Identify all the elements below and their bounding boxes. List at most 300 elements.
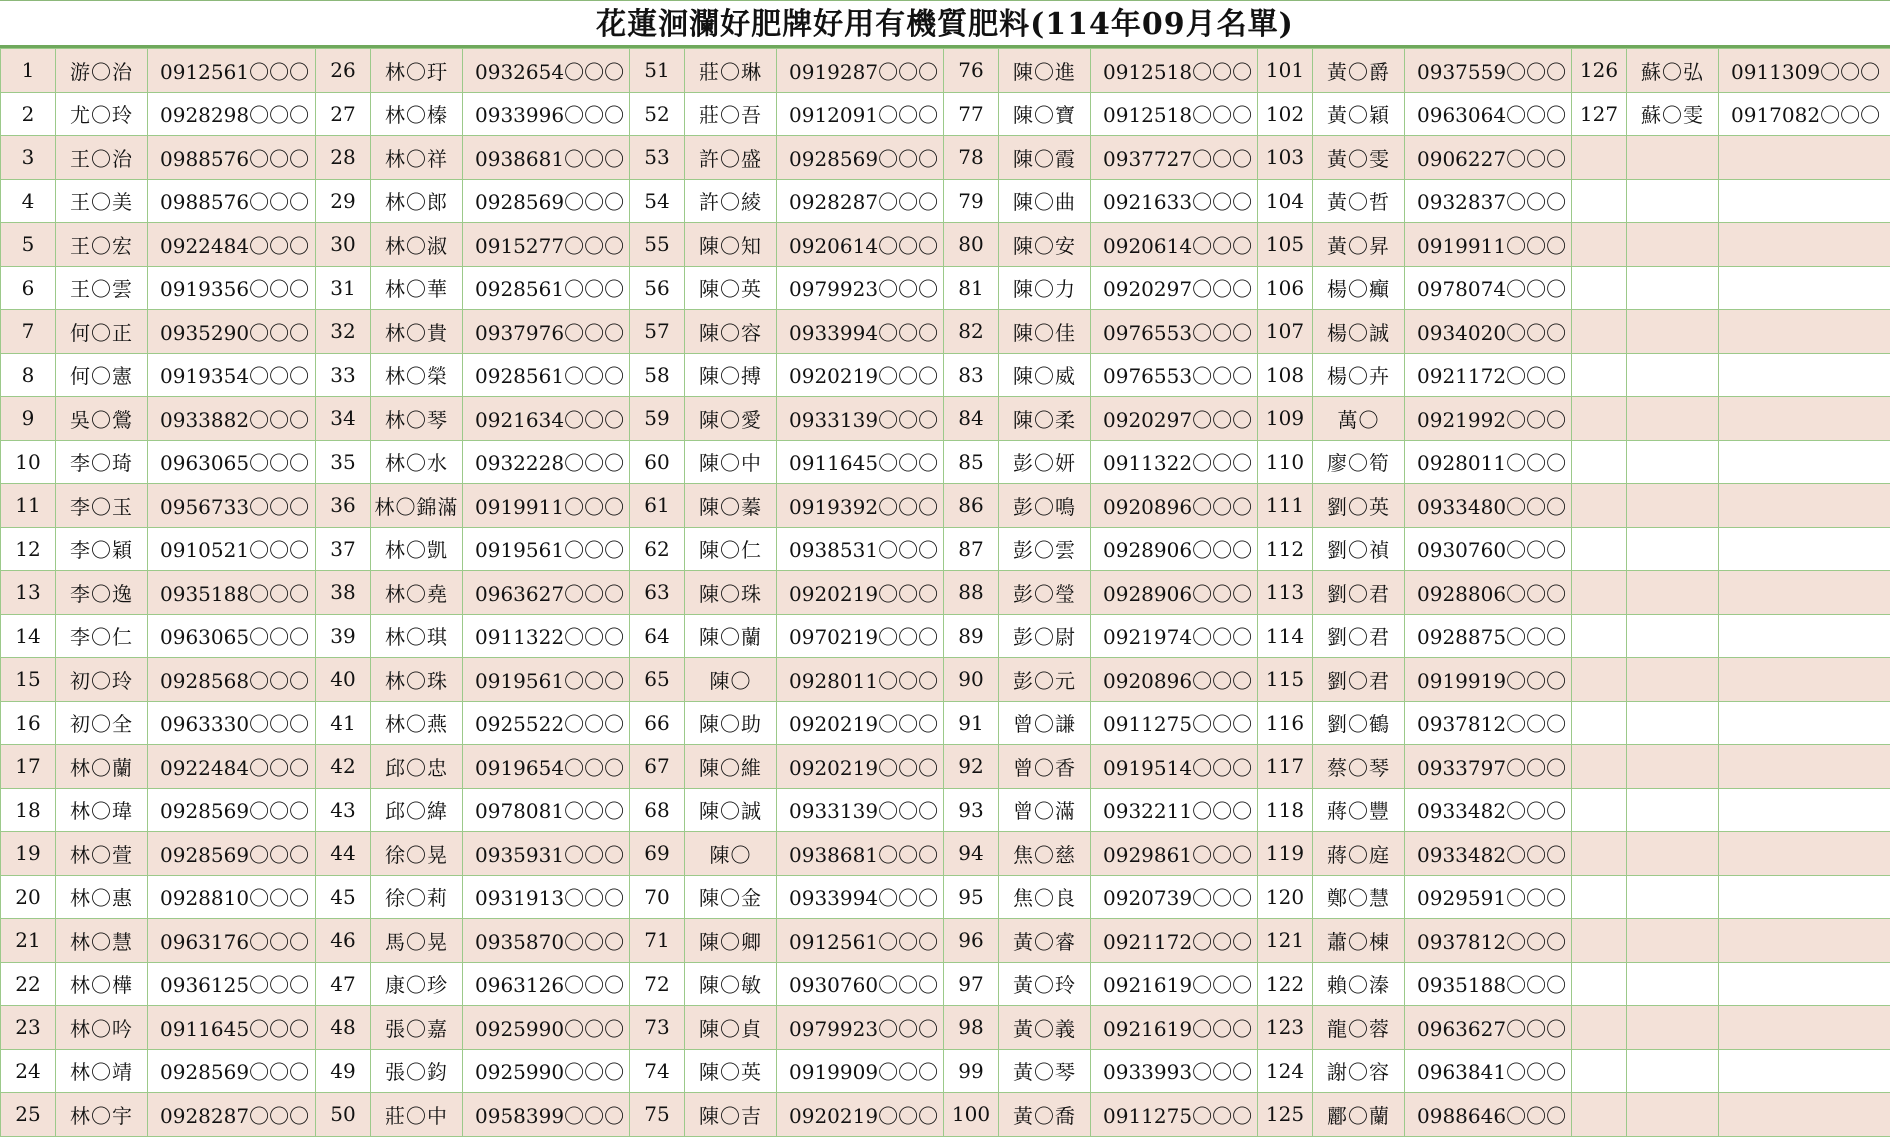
row-number-cell[interactable]: 74 <box>630 1049 685 1093</box>
row-number-cell[interactable]: 26 <box>316 49 371 93</box>
member-phone-cell[interactable] <box>1719 962 1890 1006</box>
member-phone-cell[interactable]: 0920614〇〇〇 <box>1091 223 1258 267</box>
row-number-cell[interactable]: 69 <box>630 832 685 876</box>
member-phone-cell[interactable]: 0935290〇〇〇 <box>148 310 316 354</box>
row-number-cell[interactable]: 64 <box>630 614 685 658</box>
row-number-cell[interactable] <box>1572 136 1627 180</box>
row-number-cell[interactable]: 97 <box>944 962 999 1006</box>
member-name-cell[interactable]: 陳〇柔 <box>999 397 1091 441</box>
member-phone-cell[interactable]: 0963841〇〇〇 <box>1405 1049 1572 1093</box>
member-phone-cell[interactable]: 0919392〇〇〇 <box>777 484 944 528</box>
member-phone-cell[interactable] <box>1719 614 1890 658</box>
member-phone-cell[interactable]: 0911322〇〇〇 <box>463 614 630 658</box>
member-name-cell[interactable]: 陳〇力 <box>999 266 1091 310</box>
member-name-cell[interactable] <box>1627 1049 1719 1093</box>
member-phone-cell[interactable]: 0933797〇〇〇 <box>1405 745 1572 789</box>
member-phone-cell[interactable]: 0921172〇〇〇 <box>1091 919 1258 963</box>
member-phone-cell[interactable]: 0920614〇〇〇 <box>777 223 944 267</box>
member-name-cell[interactable]: 陳〇貞 <box>685 1006 777 1050</box>
member-phone-cell[interactable]: 0933994〇〇〇 <box>777 310 944 354</box>
row-number-cell[interactable]: 108 <box>1258 353 1313 397</box>
member-name-cell[interactable]: 陳〇佳 <box>999 310 1091 354</box>
row-number-cell[interactable] <box>1572 962 1627 1006</box>
row-number-cell[interactable]: 21 <box>1 919 56 963</box>
member-name-cell[interactable]: 陳〇助 <box>685 701 777 745</box>
row-number-cell[interactable]: 87 <box>944 527 999 571</box>
member-phone-cell[interactable]: 0979923〇〇〇 <box>777 1006 944 1050</box>
member-name-cell[interactable]: 陳〇英 <box>685 266 777 310</box>
row-number-cell[interactable]: 23 <box>1 1006 56 1050</box>
member-phone-cell[interactable]: 0921634〇〇〇 <box>463 397 630 441</box>
member-phone-cell[interactable]: 0937812〇〇〇 <box>1405 701 1572 745</box>
member-phone-cell[interactable]: 0910521〇〇〇 <box>148 527 316 571</box>
member-name-cell[interactable]: 黃〇琴 <box>999 1049 1091 1093</box>
member-phone-cell[interactable]: 0920896〇〇〇 <box>1091 658 1258 702</box>
row-number-cell[interactable]: 90 <box>944 658 999 702</box>
member-phone-cell[interactable]: 0928569〇〇〇 <box>777 136 944 180</box>
row-number-cell[interactable]: 13 <box>1 571 56 615</box>
row-number-cell[interactable] <box>1572 353 1627 397</box>
row-number-cell[interactable]: 37 <box>316 527 371 571</box>
member-name-cell[interactable]: 陳〇曲 <box>999 179 1091 223</box>
row-number-cell[interactable]: 60 <box>630 440 685 484</box>
member-phone-cell[interactable]: 0915277〇〇〇 <box>463 223 630 267</box>
row-number-cell[interactable]: 76 <box>944 49 999 93</box>
row-number-cell[interactable]: 84 <box>944 397 999 441</box>
member-phone-cell[interactable]: 0928011〇〇〇 <box>1405 440 1572 484</box>
member-phone-cell[interactable]: 0919356〇〇〇 <box>148 266 316 310</box>
member-name-cell[interactable]: 陳〇知 <box>685 223 777 267</box>
member-name-cell[interactable] <box>1627 832 1719 876</box>
row-number-cell[interactable]: 100 <box>944 1093 999 1137</box>
member-name-cell[interactable]: 李〇穎 <box>56 527 148 571</box>
row-number-cell[interactable] <box>1572 701 1627 745</box>
row-number-cell[interactable]: 121 <box>1258 919 1313 963</box>
member-phone-cell[interactable]: 0963065〇〇〇 <box>148 440 316 484</box>
row-number-cell[interactable] <box>1572 527 1627 571</box>
member-phone-cell[interactable]: 0988576〇〇〇 <box>148 136 316 180</box>
row-number-cell[interactable]: 35 <box>316 440 371 484</box>
member-phone-cell[interactable]: 0929591〇〇〇 <box>1405 875 1572 919</box>
member-phone-cell[interactable]: 0937812〇〇〇 <box>1405 919 1572 963</box>
row-number-cell[interactable]: 126 <box>1572 49 1627 93</box>
member-phone-cell[interactable]: 0978081〇〇〇 <box>463 788 630 832</box>
member-name-cell[interactable] <box>1627 658 1719 702</box>
member-phone-cell[interactable]: 0921172〇〇〇 <box>1405 353 1572 397</box>
member-name-cell[interactable] <box>1627 1093 1719 1137</box>
member-phone-cell[interactable]: 0938681〇〇〇 <box>777 832 944 876</box>
member-name-cell[interactable]: 彭〇鳴 <box>999 484 1091 528</box>
member-phone-cell[interactable]: 0933139〇〇〇 <box>777 788 944 832</box>
member-phone-cell[interactable]: 0920896〇〇〇 <box>1091 484 1258 528</box>
member-name-cell[interactable]: 李〇仁 <box>56 614 148 658</box>
member-name-cell[interactable] <box>1627 1006 1719 1050</box>
row-number-cell[interactable]: 125 <box>1258 1093 1313 1137</box>
member-name-cell[interactable]: 蔣〇庭 <box>1313 832 1405 876</box>
member-phone-cell[interactable] <box>1719 484 1890 528</box>
row-number-cell[interactable] <box>1572 614 1627 658</box>
row-number-cell[interactable]: 17 <box>1 745 56 789</box>
member-name-cell[interactable]: 陳〇 <box>685 658 777 702</box>
member-phone-cell[interactable]: 0919911〇〇〇 <box>463 484 630 528</box>
member-phone-cell[interactable]: 0970219〇〇〇 <box>777 614 944 658</box>
row-number-cell[interactable]: 22 <box>1 962 56 1006</box>
member-phone-cell[interactable]: 0928568〇〇〇 <box>148 658 316 702</box>
member-phone-cell[interactable]: 0919354〇〇〇 <box>148 353 316 397</box>
row-number-cell[interactable]: 107 <box>1258 310 1313 354</box>
member-name-cell[interactable]: 林〇榮 <box>371 353 463 397</box>
member-name-cell[interactable]: 陳〇英 <box>685 1049 777 1093</box>
row-number-cell[interactable]: 117 <box>1258 745 1313 789</box>
member-name-cell[interactable] <box>1627 484 1719 528</box>
row-number-cell[interactable]: 20 <box>1 875 56 919</box>
member-phone-cell[interactable]: 0919287〇〇〇 <box>777 49 944 93</box>
member-name-cell[interactable] <box>1627 788 1719 832</box>
member-name-cell[interactable]: 酈〇蘭 <box>1313 1093 1405 1137</box>
member-phone-cell[interactable] <box>1719 875 1890 919</box>
member-phone-cell[interactable]: 0928561〇〇〇 <box>463 353 630 397</box>
member-phone-cell[interactable]: 0934020〇〇〇 <box>1405 310 1572 354</box>
member-name-cell[interactable]: 謝〇容 <box>1313 1049 1405 1093</box>
member-phone-cell[interactable]: 0938531〇〇〇 <box>777 527 944 571</box>
row-number-cell[interactable]: 63 <box>630 571 685 615</box>
row-number-cell[interactable]: 46 <box>316 919 371 963</box>
member-phone-cell[interactable]: 0919911〇〇〇 <box>1405 223 1572 267</box>
member-phone-cell[interactable]: 0921992〇〇〇 <box>1405 397 1572 441</box>
member-name-cell[interactable]: 廖〇筍 <box>1313 440 1405 484</box>
member-phone-cell[interactable]: 0928287〇〇〇 <box>777 179 944 223</box>
member-phone-cell[interactable]: 0932654〇〇〇 <box>463 49 630 93</box>
member-phone-cell[interactable]: 0919919〇〇〇 <box>1405 658 1572 702</box>
member-phone-cell[interactable]: 0963064〇〇〇 <box>1405 92 1572 136</box>
member-phone-cell[interactable]: 0928561〇〇〇 <box>463 266 630 310</box>
member-phone-cell[interactable]: 0933482〇〇〇 <box>1405 788 1572 832</box>
member-name-cell[interactable]: 初〇玲 <box>56 658 148 702</box>
member-phone-cell[interactable]: 0920219〇〇〇 <box>777 1093 944 1137</box>
row-number-cell[interactable] <box>1572 832 1627 876</box>
member-phone-cell[interactable]: 0906227〇〇〇 <box>1405 136 1572 180</box>
member-name-cell[interactable]: 林〇燕 <box>371 701 463 745</box>
member-phone-cell[interactable]: 0976553〇〇〇 <box>1091 353 1258 397</box>
row-number-cell[interactable]: 127 <box>1572 92 1627 136</box>
row-number-cell[interactable]: 67 <box>630 745 685 789</box>
member-phone-cell[interactable] <box>1719 919 1890 963</box>
row-number-cell[interactable]: 15 <box>1 658 56 702</box>
member-name-cell[interactable]: 劉〇英 <box>1313 484 1405 528</box>
member-phone-cell[interactable] <box>1719 745 1890 789</box>
row-number-cell[interactable]: 31 <box>316 266 371 310</box>
row-number-cell[interactable]: 105 <box>1258 223 1313 267</box>
member-phone-cell[interactable]: 0988646〇〇〇 <box>1405 1093 1572 1137</box>
member-name-cell[interactable] <box>1627 179 1719 223</box>
member-phone-cell[interactable]: 0933480〇〇〇 <box>1405 484 1572 528</box>
row-number-cell[interactable]: 113 <box>1258 571 1313 615</box>
member-name-cell[interactable]: 黃〇玲 <box>999 962 1091 1006</box>
row-number-cell[interactable]: 55 <box>630 223 685 267</box>
row-number-cell[interactable]: 59 <box>630 397 685 441</box>
member-name-cell[interactable]: 王〇美 <box>56 179 148 223</box>
row-number-cell[interactable]: 19 <box>1 832 56 876</box>
row-number-cell[interactable]: 86 <box>944 484 999 528</box>
row-number-cell[interactable]: 124 <box>1258 1049 1313 1093</box>
member-phone-cell[interactable]: 0938681〇〇〇 <box>463 136 630 180</box>
member-name-cell[interactable]: 陳〇 <box>685 832 777 876</box>
member-phone-cell[interactable]: 0935188〇〇〇 <box>1405 962 1572 1006</box>
member-name-cell[interactable] <box>1627 440 1719 484</box>
row-number-cell[interactable]: 27 <box>316 92 371 136</box>
member-name-cell[interactable] <box>1627 962 1719 1006</box>
member-name-cell[interactable] <box>1627 266 1719 310</box>
member-name-cell[interactable]: 彭〇尉 <box>999 614 1091 658</box>
member-name-cell[interactable] <box>1627 919 1719 963</box>
row-number-cell[interactable]: 30 <box>316 223 371 267</box>
row-number-cell[interactable]: 11 <box>1 484 56 528</box>
row-number-cell[interactable]: 5 <box>1 223 56 267</box>
row-number-cell[interactable] <box>1572 440 1627 484</box>
member-name-cell[interactable]: 林〇瑋 <box>56 788 148 832</box>
row-number-cell[interactable]: 119 <box>1258 832 1313 876</box>
member-phone-cell[interactable]: 0928011〇〇〇 <box>777 658 944 702</box>
member-phone-cell[interactable]: 0920219〇〇〇 <box>777 701 944 745</box>
row-number-cell[interactable] <box>1572 745 1627 789</box>
row-number-cell[interactable]: 18 <box>1 788 56 832</box>
member-phone-cell[interactable] <box>1719 832 1890 876</box>
row-number-cell[interactable]: 50 <box>316 1093 371 1137</box>
member-name-cell[interactable]: 莊〇中 <box>371 1093 463 1137</box>
row-number-cell[interactable]: 47 <box>316 962 371 1006</box>
row-number-cell[interactable]: 24 <box>1 1049 56 1093</box>
row-number-cell[interactable]: 98 <box>944 1006 999 1050</box>
member-phone-cell[interactable]: 0919561〇〇〇 <box>463 527 630 571</box>
member-name-cell[interactable]: 林〇榛 <box>371 92 463 136</box>
member-phone-cell[interactable]: 0928906〇〇〇 <box>1091 571 1258 615</box>
row-number-cell[interactable]: 10 <box>1 440 56 484</box>
member-name-cell[interactable]: 蕭〇棟 <box>1313 919 1405 963</box>
row-number-cell[interactable] <box>1572 484 1627 528</box>
row-number-cell[interactable]: 54 <box>630 179 685 223</box>
member-phone-cell[interactable]: 0911309〇〇〇 <box>1719 49 1890 93</box>
member-name-cell[interactable]: 林〇華 <box>371 266 463 310</box>
member-phone-cell[interactable]: 0928298〇〇〇 <box>148 92 316 136</box>
member-name-cell[interactable]: 張〇鈞 <box>371 1049 463 1093</box>
row-number-cell[interactable]: 51 <box>630 49 685 93</box>
member-phone-cell[interactable]: 0963065〇〇〇 <box>148 614 316 658</box>
row-number-cell[interactable] <box>1572 266 1627 310</box>
row-number-cell[interactable]: 56 <box>630 266 685 310</box>
member-name-cell[interactable] <box>1627 353 1719 397</box>
member-name-cell[interactable]: 彭〇雲 <box>999 527 1091 571</box>
member-name-cell[interactable]: 賴〇溱 <box>1313 962 1405 1006</box>
row-number-cell[interactable]: 25 <box>1 1093 56 1137</box>
member-name-cell[interactable]: 邱〇忠 <box>371 745 463 789</box>
member-phone-cell[interactable] <box>1719 179 1890 223</box>
member-name-cell[interactable]: 林〇宇 <box>56 1093 148 1137</box>
row-number-cell[interactable]: 28 <box>316 136 371 180</box>
row-number-cell[interactable] <box>1572 658 1627 702</box>
row-number-cell[interactable]: 1 <box>1 49 56 93</box>
member-name-cell[interactable]: 林〇惠 <box>56 875 148 919</box>
row-number-cell[interactable]: 83 <box>944 353 999 397</box>
member-phone-cell[interactable]: 0922484〇〇〇 <box>148 223 316 267</box>
member-name-cell[interactable]: 陳〇寶 <box>999 92 1091 136</box>
member-phone-cell[interactable] <box>1719 658 1890 702</box>
member-name-cell[interactable]: 何〇正 <box>56 310 148 354</box>
row-number-cell[interactable]: 109 <box>1258 397 1313 441</box>
member-name-cell[interactable]: 黃〇雯 <box>1313 136 1405 180</box>
member-name-cell[interactable]: 李〇逸 <box>56 571 148 615</box>
member-phone-cell[interactable]: 0928287〇〇〇 <box>148 1093 316 1137</box>
member-phone-cell[interactable]: 0929861〇〇〇 <box>1091 832 1258 876</box>
member-name-cell[interactable]: 黃〇喬 <box>999 1093 1091 1137</box>
member-name-cell[interactable]: 徐〇莉 <box>371 875 463 919</box>
member-name-cell[interactable]: 楊〇卉 <box>1313 353 1405 397</box>
row-number-cell[interactable]: 99 <box>944 1049 999 1093</box>
member-name-cell[interactable]: 蔡〇琴 <box>1313 745 1405 789</box>
row-number-cell[interactable]: 116 <box>1258 701 1313 745</box>
member-phone-cell[interactable] <box>1719 310 1890 354</box>
row-number-cell[interactable]: 6 <box>1 266 56 310</box>
member-phone-cell[interactable]: 0911645〇〇〇 <box>777 440 944 484</box>
row-number-cell[interactable]: 102 <box>1258 92 1313 136</box>
member-phone-cell[interactable]: 0963176〇〇〇 <box>148 919 316 963</box>
member-name-cell[interactable]: 莊〇吾 <box>685 92 777 136</box>
member-phone-cell[interactable] <box>1719 440 1890 484</box>
row-number-cell[interactable]: 42 <box>316 745 371 789</box>
member-name-cell[interactable]: 李〇玉 <box>56 484 148 528</box>
member-name-cell[interactable]: 何〇憲 <box>56 353 148 397</box>
row-number-cell[interactable] <box>1572 1093 1627 1137</box>
member-phone-cell[interactable]: 0912518〇〇〇 <box>1091 92 1258 136</box>
member-name-cell[interactable]: 劉〇君 <box>1313 571 1405 615</box>
member-name-cell[interactable]: 陳〇敏 <box>685 962 777 1006</box>
member-name-cell[interactable] <box>1627 701 1719 745</box>
member-phone-cell[interactable]: 0928810〇〇〇 <box>148 875 316 919</box>
row-number-cell[interactable]: 36 <box>316 484 371 528</box>
member-phone-cell[interactable] <box>1719 223 1890 267</box>
member-name-cell[interactable]: 陳〇珠 <box>685 571 777 615</box>
member-name-cell[interactable]: 林〇樺 <box>56 962 148 1006</box>
row-number-cell[interactable]: 78 <box>944 136 999 180</box>
row-number-cell[interactable]: 72 <box>630 962 685 1006</box>
member-name-cell[interactable]: 馬〇晃 <box>371 919 463 963</box>
member-name-cell[interactable] <box>1627 745 1719 789</box>
member-phone-cell[interactable]: 0922484〇〇〇 <box>148 745 316 789</box>
member-name-cell[interactable]: 劉〇鶴 <box>1313 701 1405 745</box>
row-number-cell[interactable] <box>1572 310 1627 354</box>
member-phone-cell[interactable]: 0979923〇〇〇 <box>777 266 944 310</box>
row-number-cell[interactable]: 68 <box>630 788 685 832</box>
row-number-cell[interactable]: 80 <box>944 223 999 267</box>
member-phone-cell[interactable] <box>1719 266 1890 310</box>
row-number-cell[interactable]: 118 <box>1258 788 1313 832</box>
row-number-cell[interactable] <box>1572 179 1627 223</box>
member-name-cell[interactable]: 李〇琦 <box>56 440 148 484</box>
member-phone-cell[interactable]: 0921974〇〇〇 <box>1091 614 1258 658</box>
row-number-cell[interactable]: 53 <box>630 136 685 180</box>
member-name-cell[interactable]: 陳〇金 <box>685 875 777 919</box>
row-number-cell[interactable]: 114 <box>1258 614 1313 658</box>
row-number-cell[interactable]: 45 <box>316 875 371 919</box>
member-phone-cell[interactable]: 0920297〇〇〇 <box>1091 266 1258 310</box>
member-phone-cell[interactable]: 0976553〇〇〇 <box>1091 310 1258 354</box>
member-phone-cell[interactable]: 0912518〇〇〇 <box>1091 49 1258 93</box>
member-phone-cell[interactable] <box>1719 571 1890 615</box>
row-number-cell[interactable]: 62 <box>630 527 685 571</box>
row-number-cell[interactable]: 112 <box>1258 527 1313 571</box>
member-name-cell[interactable]: 劉〇君 <box>1313 614 1405 658</box>
row-number-cell[interactable]: 70 <box>630 875 685 919</box>
member-phone-cell[interactable]: 0911275〇〇〇 <box>1091 701 1258 745</box>
member-name-cell[interactable]: 林〇祥 <box>371 136 463 180</box>
member-phone-cell[interactable]: 0937559〇〇〇 <box>1405 49 1572 93</box>
row-number-cell[interactable]: 115 <box>1258 658 1313 702</box>
member-name-cell[interactable]: 林〇玗 <box>371 49 463 93</box>
member-phone-cell[interactable]: 0912561〇〇〇 <box>148 49 316 93</box>
member-phone-cell[interactable]: 0921619〇〇〇 <box>1091 962 1258 1006</box>
member-phone-cell[interactable] <box>1719 527 1890 571</box>
member-phone-cell[interactable]: 0919514〇〇〇 <box>1091 745 1258 789</box>
member-name-cell[interactable]: 黃〇穎 <box>1313 92 1405 136</box>
row-number-cell[interactable]: 57 <box>630 310 685 354</box>
member-name-cell[interactable]: 林〇萱 <box>56 832 148 876</box>
row-number-cell[interactable]: 40 <box>316 658 371 702</box>
member-phone-cell[interactable]: 0933139〇〇〇 <box>777 397 944 441</box>
row-number-cell[interactable]: 73 <box>630 1006 685 1050</box>
row-number-cell[interactable]: 34 <box>316 397 371 441</box>
member-phone-cell[interactable] <box>1719 1049 1890 1093</box>
member-name-cell[interactable] <box>1627 136 1719 180</box>
member-name-cell[interactable]: 黃〇義 <box>999 1006 1091 1050</box>
member-phone-cell[interactable] <box>1719 701 1890 745</box>
member-name-cell[interactable]: 林〇珠 <box>371 658 463 702</box>
row-number-cell[interactable]: 82 <box>944 310 999 354</box>
member-name-cell[interactable]: 陳〇維 <box>685 745 777 789</box>
row-number-cell[interactable] <box>1572 571 1627 615</box>
row-number-cell[interactable] <box>1572 397 1627 441</box>
row-number-cell[interactable] <box>1572 1006 1627 1050</box>
member-phone-cell[interactable]: 0933993〇〇〇 <box>1091 1049 1258 1093</box>
row-number-cell[interactable]: 81 <box>944 266 999 310</box>
row-number-cell[interactable]: 104 <box>1258 179 1313 223</box>
member-name-cell[interactable]: 焦〇良 <box>999 875 1091 919</box>
member-phone-cell[interactable] <box>1719 1093 1890 1137</box>
row-number-cell[interactable]: 9 <box>1 397 56 441</box>
row-number-cell[interactable]: 61 <box>630 484 685 528</box>
member-name-cell[interactable] <box>1627 614 1719 658</box>
member-name-cell[interactable]: 陳〇霞 <box>999 136 1091 180</box>
row-number-cell[interactable]: 103 <box>1258 136 1313 180</box>
row-number-cell[interactable]: 39 <box>316 614 371 658</box>
member-name-cell[interactable]: 黃〇哲 <box>1313 179 1405 223</box>
member-name-cell[interactable]: 萬〇 <box>1313 397 1405 441</box>
member-name-cell[interactable]: 許〇綾 <box>685 179 777 223</box>
member-phone-cell[interactable]: 0963627〇〇〇 <box>463 571 630 615</box>
row-number-cell[interactable]: 16 <box>1 701 56 745</box>
member-phone-cell[interactable]: 0932837〇〇〇 <box>1405 179 1572 223</box>
member-phone-cell[interactable]: 0933994〇〇〇 <box>777 875 944 919</box>
member-name-cell[interactable]: 徐〇晃 <box>371 832 463 876</box>
member-phone-cell[interactable]: 0935870〇〇〇 <box>463 919 630 963</box>
row-number-cell[interactable]: 14 <box>1 614 56 658</box>
row-number-cell[interactable] <box>1572 788 1627 832</box>
member-phone-cell[interactable]: 0978074〇〇〇 <box>1405 266 1572 310</box>
member-phone-cell[interactable]: 0917082〇〇〇 <box>1719 92 1890 136</box>
member-name-cell[interactable]: 龍〇蓉 <box>1313 1006 1405 1050</box>
member-name-cell[interactable]: 楊〇誠 <box>1313 310 1405 354</box>
member-phone-cell[interactable]: 0920219〇〇〇 <box>777 353 944 397</box>
member-name-cell[interactable]: 王〇雲 <box>56 266 148 310</box>
member-name-cell[interactable]: 林〇琪 <box>371 614 463 658</box>
